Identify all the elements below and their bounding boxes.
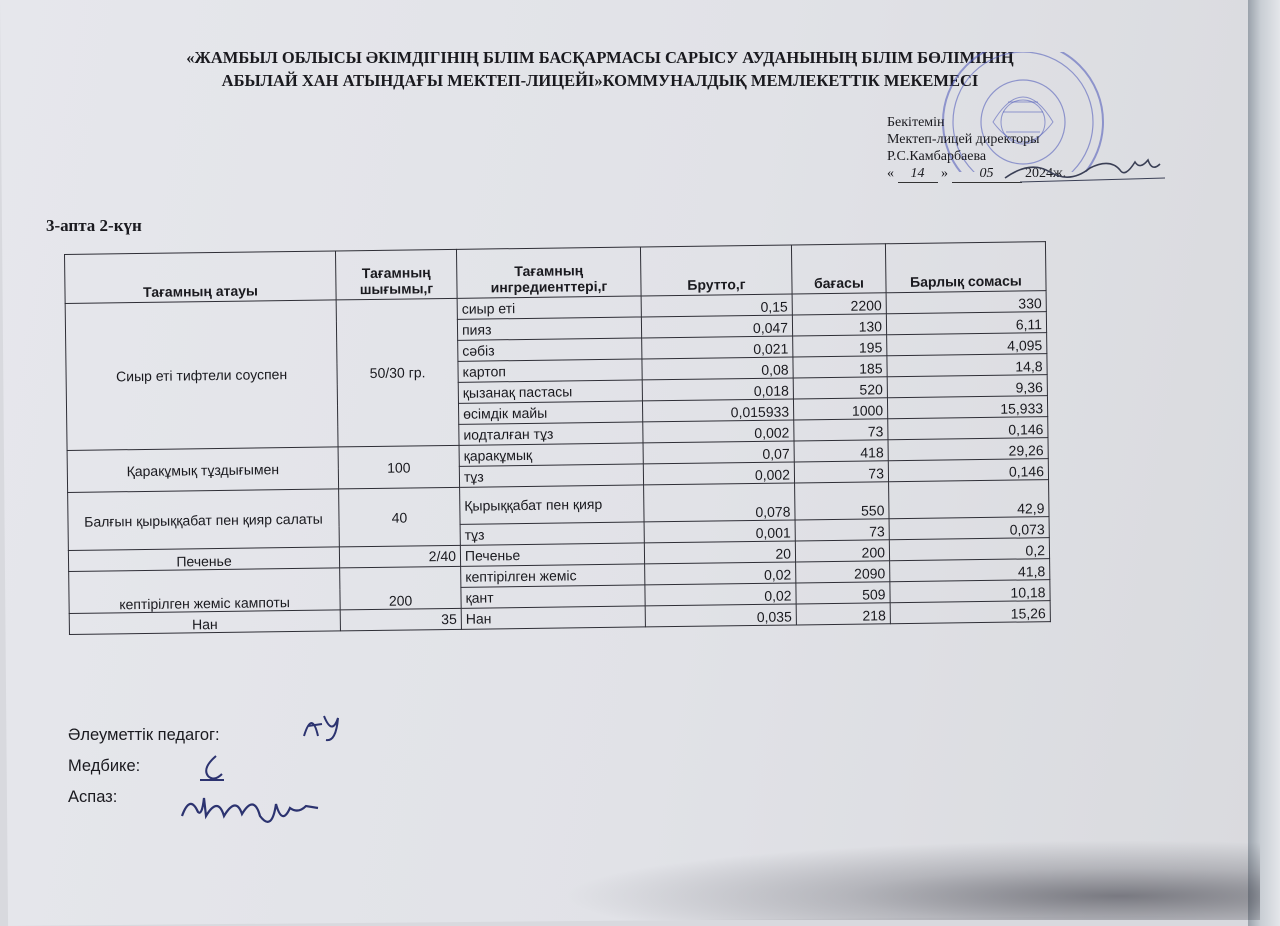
paper-edge-shadow	[1248, 0, 1280, 926]
approval-title: Бекітемін	[887, 115, 945, 130]
gross-cell: 0,02	[645, 562, 796, 585]
pedagogue-signature	[298, 706, 348, 746]
ingredient-cell: тұз	[459, 464, 643, 487]
cook-signature	[178, 786, 328, 836]
nurse-signature	[192, 750, 232, 786]
ingredient-cell: сәбіз	[458, 338, 642, 361]
price-cell: 2090	[796, 561, 890, 583]
total-cell: 0,146	[888, 417, 1048, 440]
ingredient-cell: Печенье	[460, 543, 644, 566]
dish-name-cell: Сиыр еті тифтели соуспен	[65, 300, 338, 451]
gross-cell: 20	[644, 541, 795, 564]
gross-cell: 0,015933	[642, 399, 793, 422]
price-cell: 73	[794, 461, 888, 483]
gross-cell: 0,001	[644, 520, 795, 543]
price-cell: 73	[794, 419, 888, 441]
date-month: 05	[952, 165, 1022, 183]
gross-cell: 0,002	[643, 420, 794, 443]
gross-cell: 0,15	[641, 294, 792, 317]
gross-cell: 0,018	[642, 378, 793, 401]
col-header-ingredients: Тағамның ингредиенттері,г	[456, 247, 641, 298]
dish-yield-cell: 35	[340, 608, 461, 631]
date-day: 14	[898, 165, 938, 183]
ingredient-cell: тұз	[460, 522, 644, 545]
gross-cell: 0,02	[645, 583, 796, 606]
dish-name-cell: Қаракұмық тұздығымен	[67, 447, 339, 493]
dish-yield-cell: 2/40	[339, 545, 460, 568]
price-cell: 550	[795, 482, 889, 520]
dish-yield-cell: 200	[340, 566, 462, 610]
dish-name-cell: Нан	[69, 610, 340, 635]
date-close-quote: »	[941, 166, 948, 181]
dish-name-cell: Балғын қырыққабат пен қияр салаты	[68, 489, 340, 551]
price-cell: 73	[795, 519, 889, 541]
total-cell: 41,8	[890, 559, 1050, 582]
price-cell: 200	[795, 540, 889, 562]
total-cell: 0,073	[889, 517, 1049, 540]
ingredient-cell: пияз	[457, 317, 641, 340]
gross-cell: 0,07	[643, 441, 794, 464]
col-header-gross: Брутто,г	[640, 245, 792, 296]
price-cell: 1000	[793, 398, 887, 420]
ingredient-cell: Нан	[461, 606, 645, 629]
week-day-label: 3-апта 2-күн	[46, 216, 142, 235]
price-cell: 218	[796, 603, 890, 625]
gross-cell: 0,035	[645, 604, 796, 627]
total-cell: 4,095	[887, 333, 1047, 356]
col-header-name: Тағамның атауы	[65, 251, 337, 304]
price-cell: 509	[796, 582, 890, 604]
date-open-quote: «	[887, 166, 894, 181]
total-cell: 0,146	[888, 459, 1048, 482]
total-cell: 0,2	[889, 538, 1049, 561]
dish-name-cell: Печенье	[68, 547, 339, 572]
price-cell: 130	[792, 314, 886, 336]
dish-yield-cell: 100	[338, 445, 460, 489]
ingredient-cell: Қырыққабат пен қияр	[460, 485, 644, 524]
ingredient-cell: иодталған тұз	[459, 422, 643, 445]
col-header-total: Барлық сомасы	[885, 242, 1046, 293]
total-cell: 15,26	[890, 601, 1050, 624]
approval-name: Р.С.Камбарбаева	[887, 149, 987, 164]
gross-cell: 0,078	[644, 483, 795, 522]
price-cell: 2200	[792, 293, 886, 315]
price-cell: 195	[793, 335, 887, 357]
total-cell: 330	[886, 291, 1046, 314]
gross-cell: 0,002	[643, 462, 794, 485]
col-header-price: бағасы	[791, 244, 886, 294]
social-pedagogue-label: Әлеуметтік педагог:	[68, 726, 220, 744]
price-cell: 520	[793, 377, 887, 399]
price-cell: 418	[794, 440, 888, 462]
ingredient-cell: сиыр еті	[457, 296, 641, 319]
gross-cell: 0,047	[641, 315, 792, 338]
header-line-1: «ЖАМБЫЛ ОБЛЫСЫ ӘКІМДІГІНІҢ БІЛІМ БАСҚАРМАСЫ САРЫСУ АУДАНЫНЫҢ БІЛІМ БӨЛІМІНІҢ	[186, 48, 1014, 67]
cook-label: Аспаз:	[68, 788, 118, 806]
total-cell: 14,8	[887, 354, 1047, 377]
total-cell: 6,11	[886, 312, 1046, 335]
date-year: 2024ж.	[1025, 166, 1067, 181]
total-cell: 29,26	[888, 438, 1048, 461]
total-cell: 9,36	[887, 375, 1047, 398]
dish-yield-cell: 50/30 гр.	[336, 298, 459, 447]
director-signature	[1000, 150, 1170, 190]
dish-name-cell: кептірілген жеміс кампоты	[69, 568, 341, 614]
gross-cell: 0,08	[642, 357, 793, 380]
ingredient-cell: кептірілген жеміс	[461, 564, 645, 587]
total-cell: 42,9	[889, 480, 1049, 519]
header-line-2: АБЫЛАЙ ХАН АТЫНДАҒЫ МЕКТЕП-ЛИЦЕЙІ»КОММУНАЛДЫҚ МЕМЛЕКЕТТІК МЕКЕМЕСІ	[221, 71, 979, 90]
ingredient-cell: картоп	[458, 359, 642, 382]
col-header-yield: Тағамның шығымы,г	[335, 249, 457, 300]
menu-table	[64, 241, 1051, 635]
nurse-label: Медбике:	[68, 757, 141, 775]
total-cell: 15,933	[887, 396, 1047, 419]
total-cell: 10,18	[890, 580, 1050, 603]
ingredient-cell: қаракұмық	[459, 443, 643, 466]
menu-table-body	[65, 291, 1050, 635]
price-cell: 185	[793, 356, 887, 378]
dish-yield-cell: 40	[339, 487, 461, 547]
gross-cell: 0,021	[642, 336, 793, 359]
ingredient-cell: өсімдік майы	[458, 401, 642, 424]
approval-position: Мектеп-лицей директоры	[887, 132, 1040, 147]
scan-smudge	[560, 840, 1260, 920]
ingredient-cell: қызанақ пастасы	[458, 380, 642, 403]
ingredient-cell: қант	[461, 585, 645, 608]
